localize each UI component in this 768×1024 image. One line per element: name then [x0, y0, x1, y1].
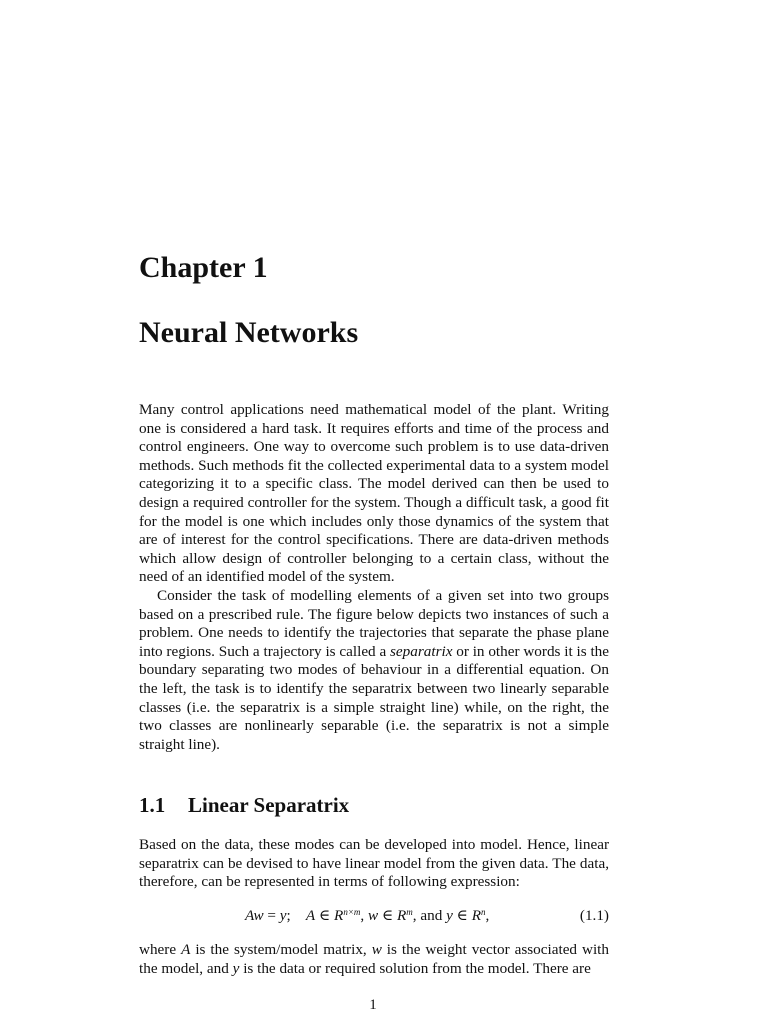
- symbol-w: w: [371, 941, 382, 958]
- chapter-title: Neural Networks: [139, 316, 359, 349]
- section-paragraph: Based on the data, these modes can be developed into model. Hence, linear separatrix can be devised to have linear model from the given data. The data, therefore, can be represented in terms of following expression:: [139, 836, 609, 891]
- equation-number: (1.1): [579, 907, 609, 924]
- equation-1-1: [139, 905, 609, 927]
- page-number: 1: [369, 997, 377, 1013]
- symbol-y: y: [232, 959, 240, 977]
- equation-body: Aw = y; A ∈ $R^{n\times m}$, w ∈ $R^m$, and y ∈ $R^n$,: [245, 907, 490, 924]
- symbol-a: A: [181, 941, 191, 958]
- intro-paragraph-1: Many control applications need mathematical model of the plant. Writing one is considered a hard task. It requires efforts and time of the process and control engineers. One way to overcome such problem is to use data-driven methods. Such methods fit the collected experimental data to a system model categorizing it to a specific class. The model derived can then be used to design a required controller for the system. Though a difficult task, a good fit for the model is one which includes only those dynamics of the system that are of interest for the control specifications. There are data-driven methods which allow design of controller belonging to a certain class, without the need of an identified model of the system.: [139, 401, 609, 586]
- section-number: 1.1: [139, 793, 166, 817]
- intro-paragraph-2: [139, 587, 609, 754]
- section-heading: [139, 791, 349, 819]
- section-title: Linear Separatrix: [188, 793, 350, 817]
- continuation-paragraph: [139, 941, 609, 978]
- emphasis-separatrix: separatrix: [390, 642, 453, 660]
- paragraph-text: Consider the task of modelling elements of a given set into two groups based on a prescribed rule. The figure below depicts two instances of such a problem. One needs to identify the trajectories that separate the phase plane into regions. Such a trajectory is called a: [139, 587, 609, 660]
- paragraph-text: is the system/model matrix,: [190, 941, 372, 958]
- chapter-label: Chapter 1: [139, 251, 268, 284]
- paragraph-text: is the weight vector associated with the model, and: [139, 941, 609, 977]
- paragraph-text: where: [139, 941, 182, 958]
- paragraph-text: is the data or required solution from the model. There are: [239, 959, 591, 977]
- paragraph-text: or in other words it is the boundary separating two modes of behaviour in a differential equation. On the left, the task is to identify the separatrix between two linearly separable classes (i.e. the separatrix is a simple straight line) while, on the right, the two classes are nonlinearly separable (i.e. the separatrix is not a simple straight line).: [139, 642, 610, 753]
